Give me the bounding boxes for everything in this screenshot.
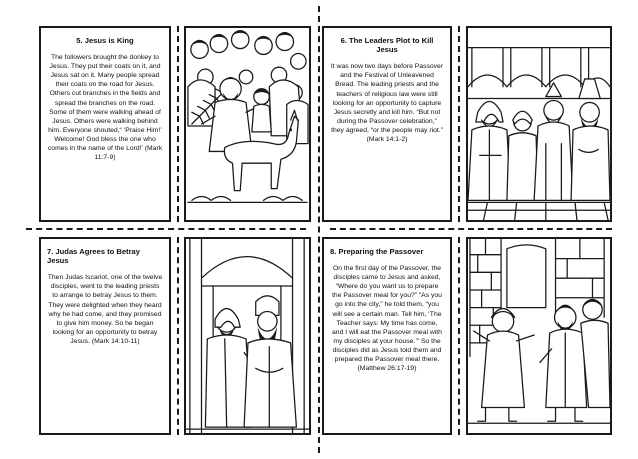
card-5-title: 5. Jesus is King [76,36,134,45]
card-8-text: On the first day of the Passover, the disciples came to Jesus and asked, “Where do you want us to prepare the Passover meal for you?” “As you go into the city,” he told them, “you will see a certain man. Tell him, ‘The Teacher says: My time has come, and I will eat the Passover meal with my disciples at your house.’” So the disciples did as Jesus told them and prepared the Passover meal there. (Matthew 26:17-19) [332,265,442,373]
card-8-picture-panel [466,237,612,435]
card-6-picture-panel [466,26,612,222]
card-7-text: Then Judas Iscariot, one of the twelve disciples, went to the leading priests to arrange to betray Jesus to them. They were delighted when they heard why he had come, and they promised to give him money. So he began looking for an opportunity to betray Jesus. (Mark 14:10-11) [47,274,163,345]
cut-line-vertical-center [318,6,320,453]
cut-line-vertical-card-7 [177,237,179,435]
card-5-picture-panel [184,26,311,222]
judas-and-priest-illustration [186,239,309,433]
card-7-picture-panel [184,237,311,435]
card-7-title: 7. Judas Agrees to Betray Jesus [47,247,140,266]
card-5-text-panel [39,26,171,222]
cut-line-horizontal-right [330,228,612,230]
cut-line-vertical-card-8 [458,237,460,435]
card-5-text: The followers brought the donkey to Jesus. They put their coats on it, and Jesus sat on it. Many people spread their coats on the road for Jesus. Others cut branches in the fields and spread the branches on the road. Some of them were walking ahead of Jesus. Others were walking behind him. Everyone shouted,“ ‘Praise Him!’ Welcome! God bless the one who comes in the name of the Lord!’ (Mark 11:7-9) [47,54,163,162]
cut-line-vertical-card-6 [458,26,460,222]
disciples-meeting-man-illustration [468,239,610,433]
card-6-text: It was now two days before Passover and the Festival of Unleavened Bread. The leading priests and the teachers of religious law were still looking for an opportunity to capture Jesus secretly and kill him. “But not during the Passover celebration,” they agreed, “or the people may riot.” (Mark 14:1-2) [330,63,444,143]
cut-line-vertical-card-5 [177,26,179,222]
card-7-text-panel [39,237,171,435]
card-6-title: 6. The Leaders Plot to Kill Jesus [340,36,434,55]
cut-line-horizontal-left [26,228,306,230]
card-8-text-panel [322,237,452,435]
card-6-text-panel [322,26,452,222]
card-8-title: 8. Preparing the Passover [330,247,424,256]
leaders-plotting-illustration [468,28,610,220]
jesus-on-donkey-crowd-illustration [186,28,309,220]
